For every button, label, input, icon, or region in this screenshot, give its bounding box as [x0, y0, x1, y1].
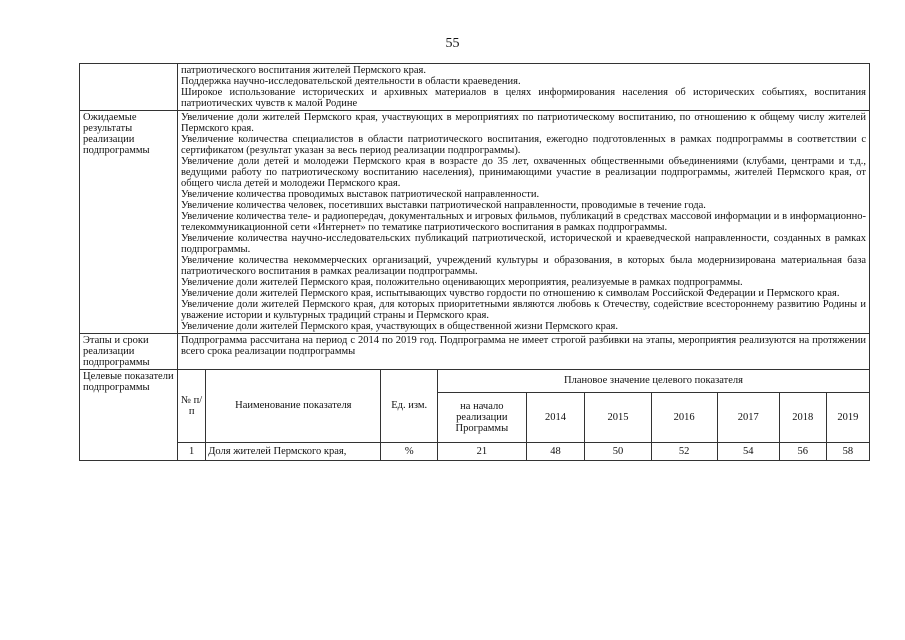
paragraph: Подпрограмма рассчитана на период с 2014 по 2019 год. Подпрограмма не имеет строгой разбивки на этапы, мероприятия реализуются на протяжении всего срока реализации подпрограммы — [181, 335, 866, 357]
cell-unit: % — [381, 442, 438, 460]
cell-value: 56 — [779, 442, 826, 460]
table-row — [178, 442, 869, 460]
table-row — [80, 64, 870, 111]
paragraph: Увеличение количества научно-исследовательских публикаций патриотической, исторической и краеведческой направленности, созданных в рамках подпрограммы. — [181, 233, 866, 255]
cell-start: 21 — [438, 442, 527, 460]
paragraph: патриотического воспитания жителей Пермского края. — [181, 65, 426, 76]
row-label: Ожидаемые результаты реализации подпрограммы — [80, 111, 178, 334]
planned-values-header: Плановое значение целевого показателя — [438, 370, 870, 392]
cell-value: 52 — [651, 442, 717, 460]
paragraph: Увеличение количества человек, посетивших выставки патриотической направленности, проводимые в течение года. — [181, 200, 706, 211]
paragraph: Увеличение доли жителей Пермского края, испытывающих чувство гордости по отношению к символам Российской Федерации и Пермского края. — [181, 288, 840, 299]
targets-table — [178, 370, 869, 460]
page-number: 55 — [445, 36, 460, 51]
cell-name: Доля жителей Пермского края, — [206, 442, 381, 460]
paragraph: Увеличение доли жителей Пермского края, участвующих в мероприятиях по патриотическому воспитанию, по отношению к общему числу жителей Пермского края. — [181, 112, 866, 134]
table-row — [80, 334, 870, 370]
row-label: Этапы и сроки реализации подпрограммы — [80, 334, 178, 370]
column-header-name: Наименование показателя — [206, 370, 381, 442]
paragraph: Широкое использование исторических и архивных материалов в целях информирования населения об исторических событиях, воспитания патриотических чувств к малой Родине — [181, 87, 866, 109]
column-header-year: 2015 — [585, 392, 651, 442]
targets-cell — [178, 370, 870, 461]
cell-value: 58 — [826, 442, 869, 460]
paragraph: Увеличение доли жителей Пермского края, для которых приоритетными являются любовь к Отечеству, содействие всестороннему развитию Родины и уважение истории и культурных традиций страны и Пермского края. — [181, 299, 866, 321]
paragraph: Увеличение доли жителей Пермского края, положительно оценивающих мероприятия, реализуемые в рамках подпрограммы. — [181, 277, 743, 288]
targets-header-row — [178, 370, 869, 392]
cell-num: 1 — [178, 442, 206, 460]
column-header-num: № п/п — [178, 370, 206, 442]
table-row — [80, 370, 870, 461]
column-header-year: 2014 — [526, 392, 585, 442]
cell-value: 54 — [717, 442, 779, 460]
row-label: Целевые показатели подпрограммы — [80, 370, 178, 461]
row-content — [178, 111, 870, 334]
paragraph: Увеличение количества некоммерческих организаций, учреждений культуры и образования, в которых была модернизирована материальная база патриотического воспитания в рамках реализации подпрограммы. — [181, 255, 866, 277]
column-header-year: 2017 — [717, 392, 779, 442]
paragraph: Увеличение количества теле- и радиопередач, документальных и игровых фильмов, публикаций в средствах массовой информации и в информационно-телекоммуникационной сети «Интернет» по тематике патриотического воспитания в рамках подпрограммы. — [181, 211, 866, 233]
row-content — [178, 64, 870, 111]
column-header-year: 2019 — [826, 392, 869, 442]
cell-value: 50 — [585, 442, 651, 460]
paragraph: Увеличение количества проводимых выставок патриотической направленности. — [181, 189, 540, 200]
paragraph: Увеличение доли жителей Пермского края, участвующих в общественной жизни Пермского края. — [181, 321, 618, 332]
column-header-year: 2018 — [779, 392, 826, 442]
paragraph: Поддержка научно-исследовательской деятельности в области краеведения. — [181, 76, 521, 87]
column-header-year: 2016 — [651, 392, 717, 442]
row-label — [80, 64, 178, 111]
passport-table — [79, 63, 870, 461]
column-header-start: на начало реализации Программы — [438, 392, 527, 442]
paragraph: Увеличение доли детей и молодежи Пермского края в возрасте до 35 лет, охваченных общественными объединениями (клубами, центрами и т.д., ведущими работу по патриотическому воспитанию населения), принимающими участие в реализации подпрограммы, жителей Пермского края, от общего числа детей и молодежи Пермского края. — [181, 156, 866, 189]
row-content — [178, 334, 870, 370]
paragraph: Увеличение количества специалистов в области патриотического воспитания, ежегодно подготовленных в рамках подпрограммы в соответствии с сертификатом (результат указан за весь период реализации подпрограммы). — [181, 134, 866, 156]
table-row — [80, 111, 870, 334]
cell-value: 48 — [526, 442, 585, 460]
column-header-unit: Ед. изм. — [381, 370, 438, 442]
